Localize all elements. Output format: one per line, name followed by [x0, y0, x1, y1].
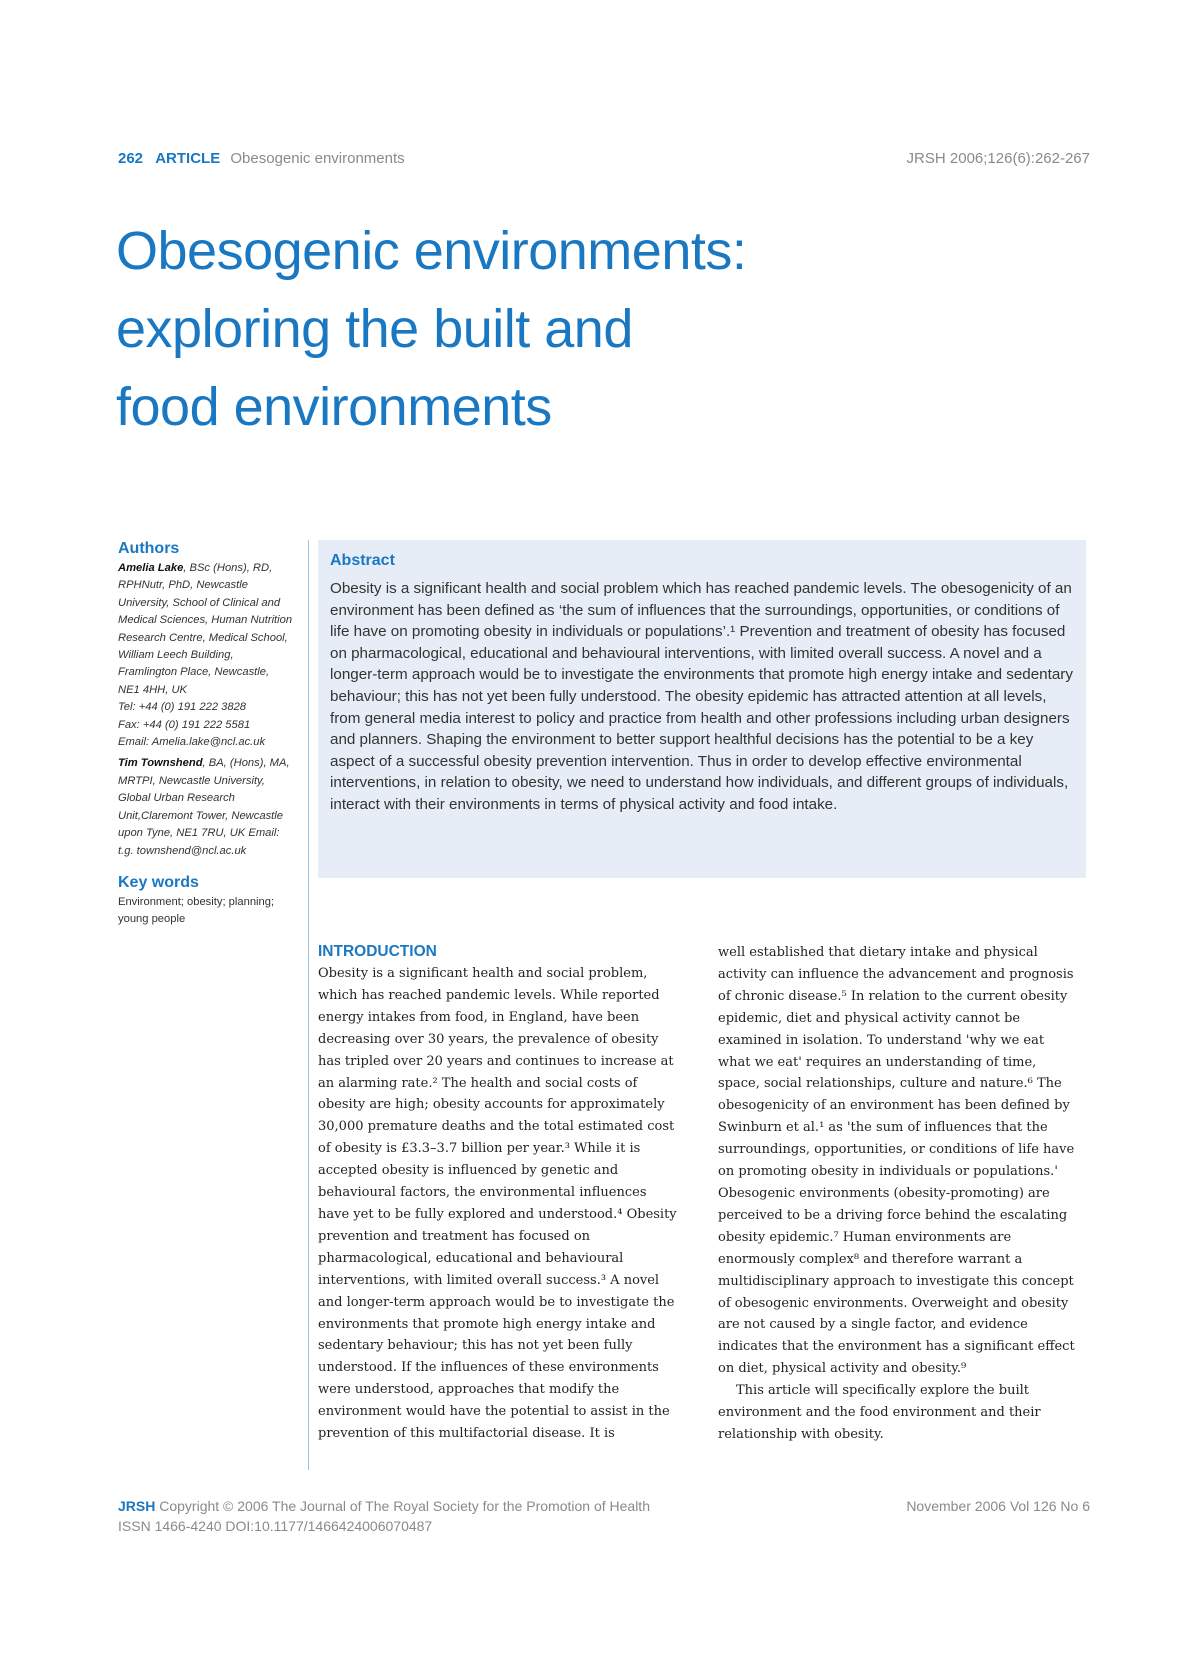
keywords-list: Environment; obesity; planning; young people: [118, 895, 275, 925]
title-line-2: exploring the built and: [116, 299, 633, 359]
title-line-3: food environments: [116, 377, 552, 437]
author-1-tel: Tel: +44 (0) 191 222 3828: [118, 701, 247, 714]
col2-paragraph-2: This article will specifically explore the built environment and the food environment and their relationship with obesity.: [718, 1383, 1041, 1442]
author-2-name: Tim Townshend: [118, 757, 203, 770]
footer-copyright: Copyright © 2006 The Journal of The Royal Society for the Promotion of Health: [159, 1498, 650, 1514]
author-sidebar: [118, 540, 293, 928]
author-1-email[interactable]: Email: Amelia.lake@ncl.ac.uk: [118, 736, 266, 749]
page-footer: [118, 1496, 1090, 1536]
running-header: [118, 150, 1090, 174]
intro-paragraph: Obesity is a significant health and social problem, which has reached pandemic levels. While reported energy intakes from food, in England, have been decreasing over 30 years, the prevalence of obesity has tripled over 20 years and continues to increase at an alarming rate.² The health and social costs of obesity are high; obesity accounts for approximately 30,000 premature deaths and the total estimated cost of obesity is £3.3–3.7 billion per year.³ While it is accepted obesity is influenced by genetic and behavioural factors, the environmental influences have yet to be fully explored and understood.⁴ Obesity prevention and treatment has focused on pharmacological, educational and behavioural interventions, with limited overall success.³ A novel and longer-term approach would be to investigate the environments that promote high energy intake and sedentary behaviour; this has not yet been fully understood. If the influences of these environments were understood, approaches that modify the environment would have the potential to assist in the prevention of this multifactorial disease. It is: [318, 966, 677, 1442]
abstract-box: [318, 540, 1086, 878]
body-column-1: [318, 942, 678, 1445]
column-divider: [308, 540, 309, 1470]
article-label: ARTICLE: [155, 150, 221, 167]
authors-heading: Authors: [118, 540, 180, 557]
author-2-details: , BA, (Hons), MA, MRTPI, Newcastle University, Global Urban Research Unit,Claremont Tower, Newcastle upon Tyne, NE1 7RU, UK Email: t.g. townshend@ncl.ac.uk: [118, 757, 290, 857]
page-number: 262: [118, 150, 144, 167]
footer-issue: November 2006 Vol 126 No 6: [906, 1498, 1090, 1514]
footer-journal: JRSH: [118, 1498, 156, 1514]
journal-citation: JRSH 2006;126(6):262-267: [906, 150, 1090, 167]
author-2-block: [118, 755, 293, 859]
abstract-text: Obesity is a significant health and social problem which has reached pandemic levels. The obesogenicity of an environment has been defined as ‘the sum of influences that the surroundings, opportunities, or conditions of life have on promoting obesity in individuals or populations’.¹ Prevention and treatment of obesity has focused on pharmacological, educational and behavioural interventions, with limited overall success. A novel and a longer-term approach would be to investigate the environments that promote high energy intake and sedentary behaviour; this has not yet been fully understood. The obesity epidemic has attracted attention at all levels, from general media interest to policy and practice from health and other professions including urban designers and planners. Shaping the environment to better support healthful decisions has the potential to be a key aspect of a successful obesity prevention intervention. Thus in order to develop effective environmental interventions, in relation to obesity, we need to understand how individuals, and different groups of individuals, interact with their environments in terms of physical activity and food intake.: [330, 580, 1073, 813]
keywords-heading: Key words: [118, 873, 199, 891]
body-column-2: [718, 942, 1078, 1446]
col2-paragraph-1: well established that dietary intake and physical activity can influence the advancement and prognosis of chronic disease.⁵ In relation to the current obesity epidemic, diet and physical activity cannot be examined in isolation. To understand 'why we eat what we eat' requires an understanding of time, space, social relationships, culture and nature.⁶ The obesogenicity of an environment has been defined by Swinburn et al.¹ as 'the sum of influences that the surroundings, opportunities, or conditions of life have on promoting obesity in individuals or populations.' Obesogenic environments (obesity-promoting) are perceived to be a driving force behind the escalating obesity epidemic.⁷ Human environments are enormously complex⁸ and therefore warrant a multidisciplinary approach to investigate this concept of obesogenic environments. Overweight and obesity are not caused by a single factor, and evidence indicates that the environment has a significant effect on diet, physical activity and obesity.⁹: [718, 945, 1075, 1377]
author-1-details: , BSc (Hons), RD, RPHNutr, PhD, Newcastle University, School of Clinical and Medical Sciences, Human Nutrition Research Centre, Medical School, William Leech Building, Framlington Place, Newcastle, NE1 4HH, UK: [118, 562, 293, 696]
author-1-block: [118, 560, 293, 751]
abstract-heading: Abstract: [330, 552, 395, 569]
author-1-name: Amelia Lake: [118, 562, 184, 574]
header-topic: Obesogenic environments: [230, 150, 405, 167]
author-1-fax: Fax: +44 (0) 191 222 5581: [118, 718, 251, 731]
article-title: [116, 212, 1016, 446]
title-line-1: Obesogenic environments:: [116, 221, 747, 281]
introduction-heading: INTRODUCTION: [318, 943, 437, 960]
footer-issn: ISSN 1466-4240 DOI:10.1177/1466424006070487: [118, 1518, 433, 1534]
